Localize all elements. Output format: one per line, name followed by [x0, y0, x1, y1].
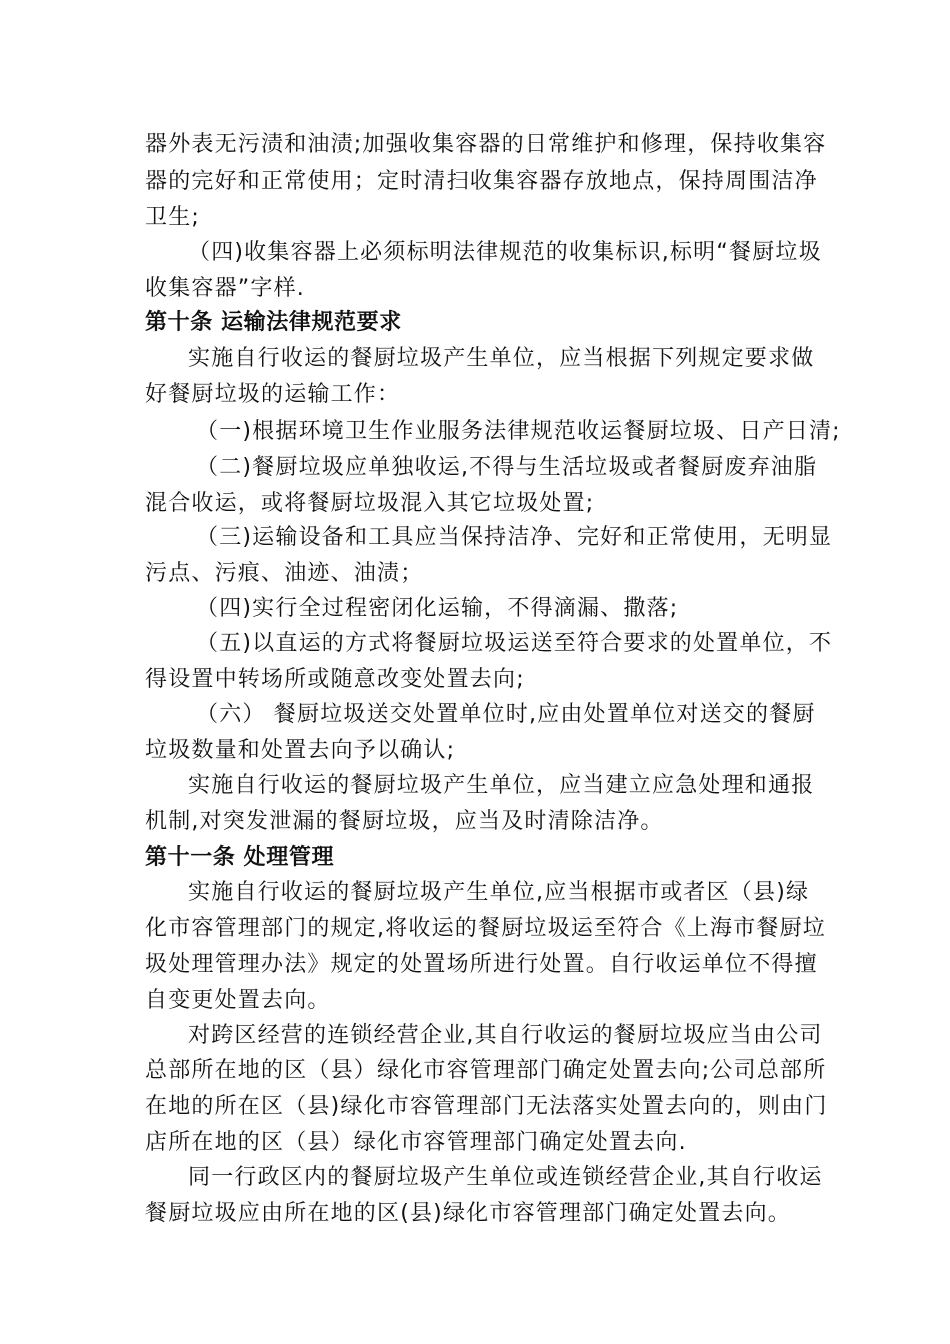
- paragraph-line: 实施自行收运的餐厨垃圾产生单位，应当建立应急处理和通报: [188, 773, 815, 798]
- paragraph-line: 同一行政区内的餐厨垃圾产生单位或连锁经营企业,其自行收运: [188, 1165, 823, 1190]
- paragraph-line: 污点、污痕、油迹、油渍；: [145, 561, 424, 586]
- paragraph-line: 得设置中转场所或随意改变处置去向;: [145, 667, 525, 692]
- paragraph-line: 收集容器”字样.: [145, 276, 305, 301]
- paragraph-line: 总部所在地的区（县）绿化市容管理部门确定处置去向;公司总部所: [145, 1058, 827, 1083]
- paragraph-line: 餐厨垃圾应由所在地的区(县)绿化市容管理部门确定处置去向。: [145, 1201, 791, 1226]
- paragraph-line: 在地的所在区（县)绿化市容管理部门无法落实处置去向的，则由门: [145, 1094, 828, 1119]
- clause-item-5: （五)以直运的方式将餐厨垃圾运送至符合要求的处置单位，不: [196, 631, 833, 656]
- paragraph-line: 店所在地的区（县）绿化市容管理部门确定处置去向.: [145, 1130, 687, 1155]
- paragraph-line: 实施自行收运的餐厨垃圾产生单位,应当根据市或者区（县)绿: [188, 880, 810, 905]
- paragraph-line: 垃圾数量和处置去向予以确认;: [145, 738, 456, 763]
- paragraph-line: 机制,对突发泄漏的餐厨垃圾，应当及时清除洁净。: [145, 809, 664, 834]
- section-heading-article-10: 第十条 运输法律规范要求: [145, 310, 402, 335]
- clause-item-4-transport: （四)实行全过程密闭化运输，不得滴漏、撒落;: [196, 596, 679, 621]
- paragraph-line: 卫生;: [145, 205, 201, 230]
- paragraph-line: 圾处理管理办法》规定的处置场所进行处置。自行收运单位不得擅: [145, 952, 818, 977]
- paragraph-line: 好餐厨垃圾的运输工作：: [145, 382, 401, 407]
- clause-item-1: （一)根据环境卫生作业服务法律规范收运餐厨垃圾、日产日清;: [196, 419, 841, 444]
- paragraph-line: 混合收运，或将餐厨垃圾混入其它垃圾处置;: [145, 491, 595, 516]
- clause-item-3: （三)运输设备和工具应当保持洁净、完好和正常使用，无明显: [196, 525, 833, 550]
- paragraph-line: 化市容管理部门的规定,将收运的餐厨垃圾运至符合《上海市餐厨垃: [145, 916, 826, 941]
- clause-item-2: （二)餐厨垃圾应单独收运,不得与生活垃圾或者餐厨废弃油脂: [196, 455, 818, 480]
- clause-item-6: （六） 餐厨垃圾送交处置单位时,应由处置单位对送交的餐厨: [196, 702, 816, 727]
- paragraph-line: 器外表无污渍和油渍;加强收集容器的日常维护和修理，保持收集容: [145, 132, 827, 157]
- paragraph-line: 实施自行收运的餐厨垃圾产生单位，应当根据下列规定要求做: [188, 346, 815, 371]
- section-heading-article-11: 第十一条 处理管理: [145, 845, 335, 870]
- paragraph-line: 自变更处置去向。: [145, 988, 331, 1013]
- paragraph-line: 器的完好和正常使用；定时清扫收集容器存放地点，保持周围洁净: [145, 169, 818, 194]
- clause-item-4: （四)收集容器上必须标明法律规范的收集标识,标明“餐厨垃圾: [188, 240, 822, 265]
- paragraph-line: 对跨区经营的连锁经营企业,其自行收运的餐厨垃圾应当由公司: [188, 1023, 823, 1048]
